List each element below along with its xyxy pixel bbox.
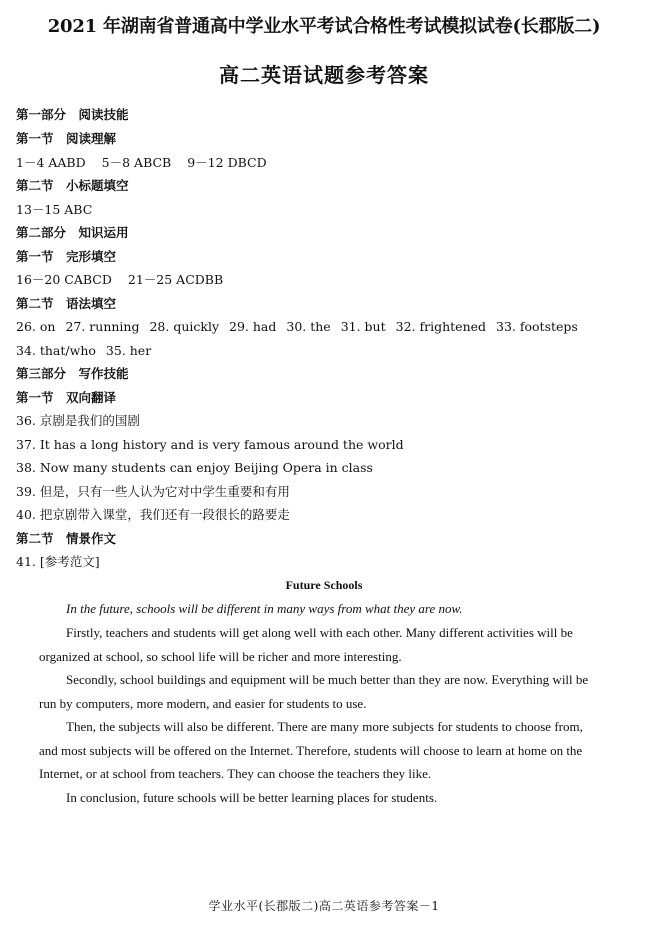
grammar-answer: 31. but <box>340 319 386 334</box>
grammar-answer: 29. had <box>229 319 277 334</box>
answer-group: 9－12 DBCD <box>187 155 267 170</box>
reading-answers <box>16 155 267 171</box>
translation-answer: 37. It has a long history and is very famous around the world <box>16 437 404 452</box>
part3-sec2-heading: 第二节 情景作文 <box>16 531 117 546</box>
translation-answer: 40. 把京剧带入课堂，我们还有一段很长的路要走 <box>16 507 290 522</box>
grammar-answer: 33. footsteps <box>496 319 578 334</box>
translation-answer: 38. Now many students can enjoy Beijing Opera in class <box>16 460 373 475</box>
grammar-answer: 32. frightened <box>395 319 487 334</box>
answer-group: 21－25 ACDBB <box>127 272 224 287</box>
part1-sec1-heading: 第一节 阅读理解 <box>16 131 117 146</box>
essay-title: Future Schools <box>285 578 363 592</box>
part1-heading: 第一部分 阅读技能 <box>16 107 129 122</box>
part3-sec1-heading: 第一节 双向翻译 <box>16 390 117 405</box>
translation-answer: 39. 但是，只有一些人认为它对中学生重要和有用 <box>16 484 290 499</box>
essay-paragraph-line: run by computers, more modern, and easier for students to use. <box>39 696 367 711</box>
grammar-answer: 34. that/who <box>16 343 96 358</box>
part1-sec2-heading: 第二节 小标题填空 <box>16 178 129 193</box>
sample-essay-label: 41. [参考范文] <box>16 554 100 569</box>
essay-paragraph-line: Firstly, teachers and students will get along well with each other. Many different activities will be <box>66 625 573 640</box>
grammar-answer: 27. running <box>65 319 140 334</box>
cloze-answers <box>16 272 223 288</box>
essay-paragraph-line: Internet, or at school from teachers. They can choose the teachers they like. <box>39 766 432 781</box>
answer-group: 1－4 AABD <box>16 155 86 170</box>
exam-title: 2021 年湖南省普通高中学业水平考试合格性考试模拟试卷(长郡版二) <box>47 16 601 37</box>
answer-key-title: 高二英语试题参考答案 <box>219 63 429 87</box>
part3-heading: 第三部分 写作技能 <box>16 366 129 381</box>
part2-heading: 第二部分 知识运用 <box>16 225 129 240</box>
grammar-answer: 35. her <box>105 343 152 358</box>
essay-paragraph-line: Then, the subjects will also be different. There are many more subjects for students to choose from, <box>66 719 583 734</box>
subtitle-fill-answers: 13－15 ABC <box>16 202 93 217</box>
essay-paragraph-line: Secondly, school buildings and equipment will be much better than they are now. Everything will be <box>66 672 589 687</box>
essay-intro: In the future, schools will be different in many ways from what they are now. <box>66 601 463 616</box>
essay-conclusion: In conclusion, future schools will be better learning places for students. <box>66 790 438 805</box>
part2-sec1-heading: 第一节 完形填空 <box>16 249 117 264</box>
part2-sec2-heading: 第二节 语法填空 <box>16 296 117 311</box>
answer-group: 16－20 CABCD <box>16 272 112 287</box>
grammar-answer: 28. quickly <box>149 319 220 334</box>
answer-group: 5－8 ABCB <box>101 155 172 170</box>
essay-paragraph-line: and most subjects will be offered on the Internet. Therefore, students will choose to learn at home on the <box>39 743 583 758</box>
grammar-answer: 30. the <box>286 319 331 334</box>
grammar-answer: 26. on <box>16 319 56 334</box>
essay-paragraph-line: organized at school, so school life will be richer and more interesting. <box>39 649 402 664</box>
page-footer: 学业水平(长郡版二)高二英语参考答案－1 <box>208 899 440 913</box>
translation-answer: 36. 京剧是我们的国剧 <box>16 413 140 428</box>
grammar-answers-row2 <box>16 343 151 359</box>
grammar-answers-row1 <box>16 319 578 335</box>
